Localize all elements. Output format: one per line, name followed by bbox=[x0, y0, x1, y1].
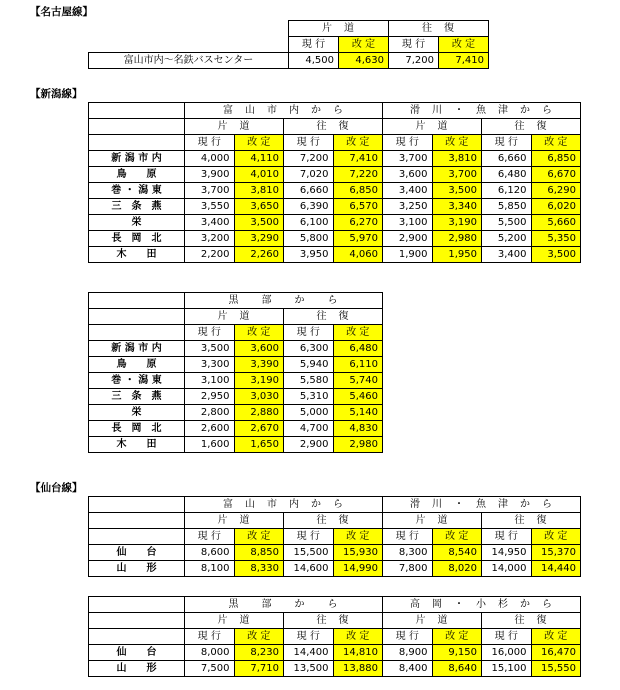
table-row bbox=[89, 199, 581, 215]
fare-cell: 5,660 bbox=[531, 215, 581, 231]
fare-cell: 3,810 bbox=[234, 183, 284, 199]
fare-cell: 7,500 bbox=[185, 661, 235, 677]
destination-label: 新 潟 市 内 bbox=[89, 151, 185, 167]
round-header: 往 復 bbox=[284, 309, 383, 325]
fare-cell: 4,010 bbox=[234, 167, 284, 183]
header-blank bbox=[89, 497, 185, 513]
fare-cell: 3,650 bbox=[234, 199, 284, 215]
destination-label: 栄 bbox=[89, 405, 185, 421]
fare-cell: 8,900 bbox=[383, 645, 433, 661]
fare-cell: 1,650 bbox=[234, 437, 284, 453]
oneway-header: 片 道 bbox=[289, 21, 389, 37]
revised-header: 改 定 bbox=[234, 325, 284, 341]
revised-header: 改 定 bbox=[333, 529, 383, 545]
current-header: 現 行 bbox=[284, 325, 334, 341]
nagoya-fare-table bbox=[88, 20, 489, 69]
fare-cell: 8,330 bbox=[234, 561, 284, 577]
fare-cell: 6,100 bbox=[284, 215, 334, 231]
fare-cell: 4,500 bbox=[289, 53, 339, 69]
fare-cell: 3,500 bbox=[185, 341, 235, 357]
current-header: 現 行 bbox=[482, 529, 532, 545]
fare-cell: 5,460 bbox=[333, 389, 383, 405]
oneway-header: 片 道 bbox=[185, 119, 284, 135]
fare-cell: 5,350 bbox=[531, 231, 581, 247]
revised-header: 改 定 bbox=[234, 529, 284, 545]
current-header: 現 行 bbox=[185, 135, 235, 151]
fare-cell: 14,990 bbox=[333, 561, 383, 577]
origin-header: 黒 部 か ら bbox=[185, 597, 383, 613]
fare-cell: 5,140 bbox=[333, 405, 383, 421]
oneway-header: 片 道 bbox=[383, 119, 482, 135]
round-header: 往 復 bbox=[482, 119, 581, 135]
destination-label: 鳥 原 bbox=[89, 167, 185, 183]
header-blank bbox=[89, 293, 185, 309]
round-header: 往 復 bbox=[284, 119, 383, 135]
origin-header: 富 山 市 内 か ら bbox=[185, 103, 383, 119]
revised-header: 改 定 bbox=[439, 37, 489, 53]
header-blank bbox=[89, 135, 185, 151]
fare-cell: 6,020 bbox=[531, 199, 581, 215]
header-blank bbox=[89, 103, 185, 119]
fare-cell: 6,670 bbox=[531, 167, 581, 183]
fare-cell: 5,000 bbox=[284, 405, 334, 421]
fare-cell: 5,970 bbox=[333, 231, 383, 247]
fare-cell: 3,100 bbox=[383, 215, 433, 231]
fare-cell: 3,290 bbox=[234, 231, 284, 247]
fare-cell: 6,850 bbox=[333, 183, 383, 199]
fare-cell: 5,500 bbox=[482, 215, 532, 231]
revised-header: 改 定 bbox=[531, 629, 581, 645]
fare-cell: 6,850 bbox=[531, 151, 581, 167]
destination-label: 栄 bbox=[89, 215, 185, 231]
table-row bbox=[89, 247, 581, 263]
table-row bbox=[89, 151, 581, 167]
fare-cell: 7,200 bbox=[284, 151, 334, 167]
fare-cell: 3,030 bbox=[234, 389, 284, 405]
current-header: 現 行 bbox=[289, 37, 339, 53]
current-header: 現 行 bbox=[389, 37, 439, 53]
destination-label: 仙 台 bbox=[89, 545, 185, 561]
revised-header: 改 定 bbox=[333, 135, 383, 151]
current-header: 現 行 bbox=[383, 529, 433, 545]
fare-cell: 14,000 bbox=[482, 561, 532, 577]
fare-cell: 6,110 bbox=[333, 357, 383, 373]
sendai-fare-table-1 bbox=[88, 496, 581, 577]
fare-cell: 7,800 bbox=[383, 561, 433, 577]
sendai-fare-table-2 bbox=[88, 596, 581, 677]
fare-cell: 7,410 bbox=[333, 151, 383, 167]
fare-cell: 5,800 bbox=[284, 231, 334, 247]
round-header: 往 復 bbox=[284, 613, 383, 629]
fare-cell: 1,900 bbox=[383, 247, 433, 263]
fare-cell: 5,310 bbox=[284, 389, 334, 405]
fare-cell: 3,400 bbox=[482, 247, 532, 263]
fare-cell: 15,370 bbox=[531, 545, 581, 561]
fare-cell: 6,300 bbox=[284, 341, 334, 357]
fare-cell: 2,950 bbox=[185, 389, 235, 405]
header-blank bbox=[89, 597, 185, 613]
origin-header: 高 岡 ・ 小 杉 か ら bbox=[383, 597, 581, 613]
table-row bbox=[89, 183, 581, 199]
revised-header: 改 定 bbox=[432, 135, 482, 151]
fare-cell: 6,290 bbox=[531, 183, 581, 199]
table-row bbox=[89, 373, 383, 389]
fare-cell: 3,190 bbox=[234, 373, 284, 389]
fare-cell: 6,270 bbox=[333, 215, 383, 231]
destination-label: 木 田 bbox=[89, 437, 185, 453]
fare-cell: 14,600 bbox=[284, 561, 334, 577]
table-row bbox=[89, 405, 383, 421]
revised-header: 改 定 bbox=[432, 629, 482, 645]
current-header: 現 行 bbox=[482, 135, 532, 151]
header-blank bbox=[89, 309, 185, 325]
round-header: 往 復 bbox=[482, 613, 581, 629]
fare-cell: 3,600 bbox=[234, 341, 284, 357]
header-blank bbox=[89, 529, 185, 545]
oneway-header: 片 道 bbox=[185, 513, 284, 529]
fare-cell: 16,470 bbox=[531, 645, 581, 661]
fare-cell: 4,110 bbox=[234, 151, 284, 167]
fare-cell: 15,930 bbox=[333, 545, 383, 561]
destination-label: 巻 ・ 潟 東 bbox=[89, 373, 185, 389]
niigata-fare-table-2 bbox=[88, 292, 383, 453]
fare-cell: 7,220 bbox=[333, 167, 383, 183]
revised-header: 改 定 bbox=[234, 135, 284, 151]
fare-cell: 2,260 bbox=[234, 247, 284, 263]
fare-cell: 5,740 bbox=[333, 373, 383, 389]
corner-blank bbox=[89, 37, 289, 53]
destination-label: 三 条 燕 bbox=[89, 389, 185, 405]
origin-header: 富 山 市 内 か ら bbox=[185, 497, 383, 513]
fare-cell: 8,850 bbox=[234, 545, 284, 561]
fare-cell: 4,830 bbox=[333, 421, 383, 437]
destination-label: 巻 ・ 潟 東 bbox=[89, 183, 185, 199]
fare-cell: 1,950 bbox=[432, 247, 482, 263]
fare-cell: 2,980 bbox=[333, 437, 383, 453]
round-header: 往 復 bbox=[284, 513, 383, 529]
fare-cell: 2,900 bbox=[284, 437, 334, 453]
fare-cell: 15,550 bbox=[531, 661, 581, 677]
fare-cell: 8,230 bbox=[234, 645, 284, 661]
table-row bbox=[89, 437, 383, 453]
fare-cell: 3,500 bbox=[432, 183, 482, 199]
fare-cell: 3,500 bbox=[234, 215, 284, 231]
destination-label: 長 岡 北 bbox=[89, 231, 185, 247]
header-blank bbox=[89, 325, 185, 341]
sendai-heading: 【仙台線】 bbox=[30, 482, 83, 494]
table-row bbox=[89, 215, 581, 231]
fare-cell: 3,400 bbox=[185, 215, 235, 231]
fare-cell: 6,660 bbox=[284, 183, 334, 199]
current-header: 現 行 bbox=[284, 629, 334, 645]
fare-cell: 2,800 bbox=[185, 405, 235, 421]
fare-cell: 8,540 bbox=[432, 545, 482, 561]
fare-cell: 14,400 bbox=[284, 645, 334, 661]
destination-label: 木 田 bbox=[89, 247, 185, 263]
fare-cell: 3,100 bbox=[185, 373, 235, 389]
table-row bbox=[89, 545, 581, 561]
destination-label: 仙 台 bbox=[89, 645, 185, 661]
fare-cell: 3,950 bbox=[284, 247, 334, 263]
fare-cell: 8,100 bbox=[185, 561, 235, 577]
fare-cell: 4,060 bbox=[333, 247, 383, 263]
niigata-fare-table-1 bbox=[88, 102, 581, 263]
oneway-header: 片 道 bbox=[383, 613, 482, 629]
fare-cell: 14,440 bbox=[531, 561, 581, 577]
fare-cell: 15,500 bbox=[284, 545, 334, 561]
fare-cell: 6,480 bbox=[482, 167, 532, 183]
current-header: 現 行 bbox=[185, 325, 235, 341]
fare-cell: 8,600 bbox=[185, 545, 235, 561]
table-row bbox=[89, 357, 383, 373]
fare-cell: 3,250 bbox=[383, 199, 433, 215]
round-header: 往 復 bbox=[482, 513, 581, 529]
current-header: 現 行 bbox=[482, 629, 532, 645]
route-label: 富山市内～名鉄バスセンター bbox=[89, 53, 289, 69]
destination-label: 山 形 bbox=[89, 561, 185, 577]
fare-cell: 5,200 bbox=[482, 231, 532, 247]
oneway-header: 片 道 bbox=[383, 513, 482, 529]
corner-blank bbox=[89, 21, 289, 37]
revised-header: 改 定 bbox=[339, 37, 389, 53]
fare-cell: 8,640 bbox=[432, 661, 482, 677]
oneway-header: 片 道 bbox=[185, 309, 284, 325]
fare-cell: 5,580 bbox=[284, 373, 334, 389]
current-header: 現 行 bbox=[185, 629, 235, 645]
fare-cell: 2,880 bbox=[234, 405, 284, 421]
fare-cell: 2,600 bbox=[185, 421, 235, 437]
fare-cell: 4,700 bbox=[284, 421, 334, 437]
fare-cell: 2,670 bbox=[234, 421, 284, 437]
fare-cell: 6,480 bbox=[333, 341, 383, 357]
origin-header: 滑 川 ・ 魚 津 か ら bbox=[383, 103, 581, 119]
destination-label: 新 潟 市 内 bbox=[89, 341, 185, 357]
destination-label: 鳥 原 bbox=[89, 357, 185, 373]
current-header: 現 行 bbox=[383, 135, 433, 151]
fare-cell: 7,020 bbox=[284, 167, 334, 183]
fare-cell: 3,700 bbox=[185, 183, 235, 199]
fare-cell: 6,570 bbox=[333, 199, 383, 215]
fare-cell: 3,700 bbox=[432, 167, 482, 183]
fare-cell: 3,500 bbox=[531, 247, 581, 263]
fare-cell: 3,600 bbox=[383, 167, 433, 183]
fare-cell: 8,020 bbox=[432, 561, 482, 577]
table-row bbox=[89, 645, 581, 661]
current-header: 現 行 bbox=[185, 529, 235, 545]
revised-header: 改 定 bbox=[234, 629, 284, 645]
fare-cell: 9,150 bbox=[432, 645, 482, 661]
revised-header: 改 定 bbox=[333, 325, 383, 341]
fare-cell: 3,700 bbox=[383, 151, 433, 167]
niigata-heading: 【新潟線】 bbox=[30, 88, 83, 100]
origin-header: 黒 部 か ら bbox=[185, 293, 383, 309]
destination-label: 三 条 燕 bbox=[89, 199, 185, 215]
fare-cell: 13,880 bbox=[333, 661, 383, 677]
fare-cell: 7,200 bbox=[389, 53, 439, 69]
table-row bbox=[89, 421, 383, 437]
fare-cell: 3,550 bbox=[185, 199, 235, 215]
fare-cell: 3,190 bbox=[432, 215, 482, 231]
header-blank bbox=[89, 119, 185, 135]
header-blank bbox=[89, 613, 185, 629]
destination-label: 長 岡 北 bbox=[89, 421, 185, 437]
fare-cell: 16,000 bbox=[482, 645, 532, 661]
fare-cell: 3,900 bbox=[185, 167, 235, 183]
fare-cell: 5,940 bbox=[284, 357, 334, 373]
fare-cell: 15,100 bbox=[482, 661, 532, 677]
fare-cell: 6,390 bbox=[284, 199, 334, 215]
fare-cell: 14,810 bbox=[333, 645, 383, 661]
table-row bbox=[89, 341, 383, 357]
fare-cell: 6,660 bbox=[482, 151, 532, 167]
fare-cell: 8,300 bbox=[383, 545, 433, 561]
fare-cell: 3,810 bbox=[432, 151, 482, 167]
fare-cell: 8,000 bbox=[185, 645, 235, 661]
current-header: 現 行 bbox=[284, 135, 334, 151]
nagoya-heading: 【名古屋線】 bbox=[30, 6, 93, 18]
header-blank bbox=[89, 629, 185, 645]
round-header: 往 復 bbox=[389, 21, 489, 37]
destination-label: 山 形 bbox=[89, 661, 185, 677]
table-row bbox=[89, 389, 383, 405]
fare-cell: 4,630 bbox=[339, 53, 389, 69]
revised-header: 改 定 bbox=[531, 135, 581, 151]
origin-header: 滑 川 ・ 魚 津 か ら bbox=[383, 497, 581, 513]
fare-cell: 3,340 bbox=[432, 199, 482, 215]
fare-cell: 1,600 bbox=[185, 437, 235, 453]
fare-cell: 7,410 bbox=[439, 53, 489, 69]
current-header: 現 行 bbox=[284, 529, 334, 545]
table-row bbox=[89, 561, 581, 577]
revised-header: 改 定 bbox=[531, 529, 581, 545]
fare-cell: 2,980 bbox=[432, 231, 482, 247]
fare-cell: 5,850 bbox=[482, 199, 532, 215]
fare-cell: 3,400 bbox=[383, 183, 433, 199]
table-row bbox=[89, 661, 581, 677]
fare-cell: 14,950 bbox=[482, 545, 532, 561]
fare-cell: 2,900 bbox=[383, 231, 433, 247]
fare-cell: 13,500 bbox=[284, 661, 334, 677]
table-row bbox=[89, 231, 581, 247]
revised-header: 改 定 bbox=[333, 629, 383, 645]
revised-header: 改 定 bbox=[432, 529, 482, 545]
fare-cell: 6,120 bbox=[482, 183, 532, 199]
fare-cell: 3,390 bbox=[234, 357, 284, 373]
fare-cell: 4,000 bbox=[185, 151, 235, 167]
fare-cell: 8,400 bbox=[383, 661, 433, 677]
oneway-header: 片 道 bbox=[185, 613, 284, 629]
fare-cell: 3,200 bbox=[185, 231, 235, 247]
header-blank bbox=[89, 513, 185, 529]
fare-cell: 2,200 bbox=[185, 247, 235, 263]
fare-cell: 7,710 bbox=[234, 661, 284, 677]
table-row bbox=[89, 53, 489, 69]
table-row bbox=[89, 167, 581, 183]
current-header: 現 行 bbox=[383, 629, 433, 645]
fare-cell: 3,300 bbox=[185, 357, 235, 373]
